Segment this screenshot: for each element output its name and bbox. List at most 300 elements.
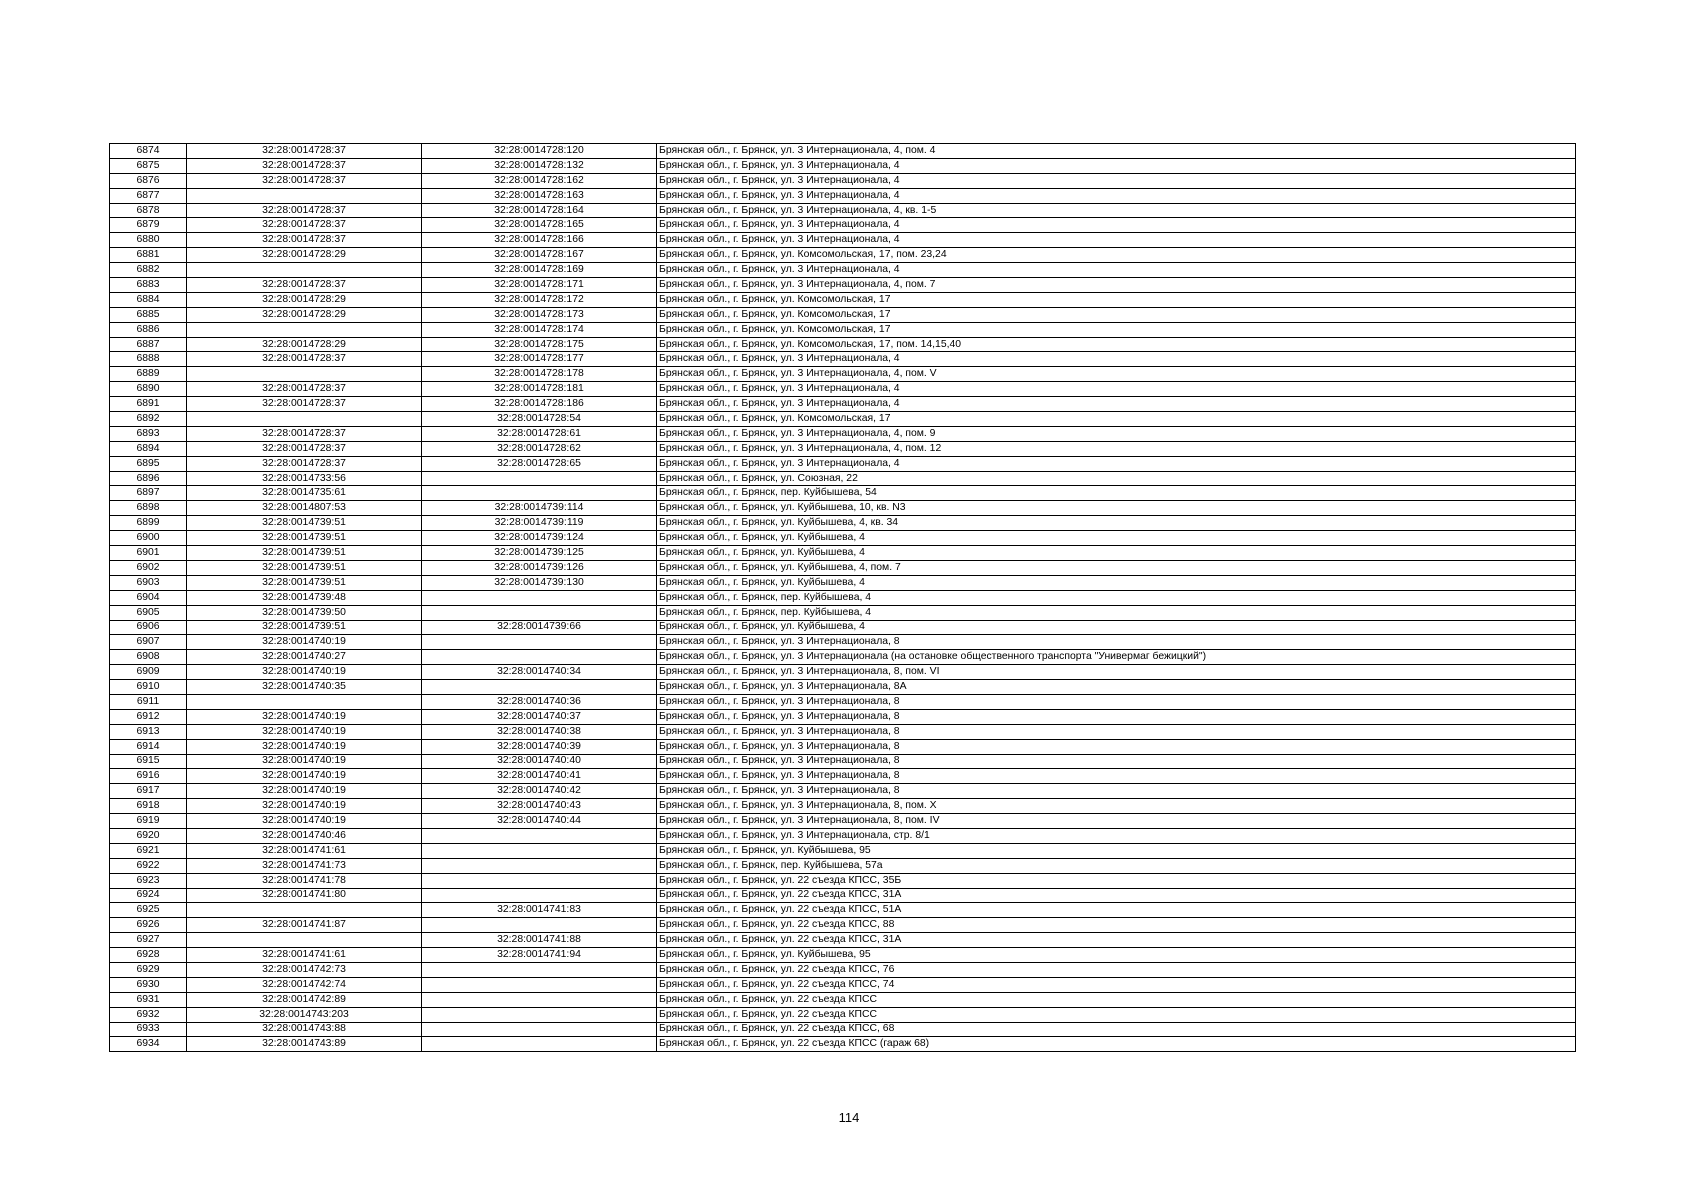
address-cell: Брянская обл., г. Брянск, ул. 3 Интернационала, 4 <box>657 233 1576 248</box>
address-cell: Брянская обл., г. Брянск, ул. 3 Интернационала, 8 <box>657 709 1576 724</box>
row-number-cell: 6905 <box>110 605 187 620</box>
address-cell: Брянская обл., г. Брянск, ул. 22 съезда КПСС, 76 <box>657 962 1576 977</box>
table-row <box>110 278 1576 293</box>
object-cadastral-number-cell: 32:28:0014740:41 <box>422 769 657 784</box>
object-cadastral-number-cell: 32:28:0014728:172 <box>422 292 657 307</box>
object-cadastral-number-cell: 32:28:0014728:163 <box>422 188 657 203</box>
object-cadastral-number-cell <box>422 873 657 888</box>
object-cadastral-number-cell <box>422 918 657 933</box>
object-cadastral-number-cell: 32:28:0014728:181 <box>422 382 657 397</box>
address-cell: Брянская обл., г. Брянск, ул. Куйбышева, 4 <box>657 575 1576 590</box>
row-number-cell: 6906 <box>110 620 187 635</box>
land-cadastral-number-cell: 32:28:0014741:73 <box>187 858 422 873</box>
table-row <box>110 858 1576 873</box>
row-number-cell: 6892 <box>110 412 187 427</box>
object-cadastral-number-cell: 32:28:0014739:66 <box>422 620 657 635</box>
object-cadastral-number-cell <box>422 486 657 501</box>
land-cadastral-number-cell: 32:28:0014740:19 <box>187 799 422 814</box>
land-cadastral-number-cell: 32:28:0014735:61 <box>187 486 422 501</box>
table-row <box>110 918 1576 933</box>
address-cell: Брянская обл., г. Брянск, ул. 3 Интернационала, 4, пом. V <box>657 367 1576 382</box>
table-row <box>110 426 1576 441</box>
row-number-cell: 6931 <box>110 992 187 1007</box>
land-cadastral-number-cell: 32:28:0014728:37 <box>187 144 422 159</box>
table-row <box>110 1007 1576 1022</box>
object-cadastral-number-cell: 32:28:0014728:175 <box>422 337 657 352</box>
table-row <box>110 546 1576 561</box>
table-row <box>110 322 1576 337</box>
table-row <box>110 188 1576 203</box>
land-cadastral-number-cell: 32:28:0014740:19 <box>187 665 422 680</box>
row-number-cell: 6927 <box>110 933 187 948</box>
row-number-cell: 6895 <box>110 456 187 471</box>
land-cadastral-number-cell: 32:28:0014740:19 <box>187 769 422 784</box>
land-cadastral-number-cell: 32:28:0014740:27 <box>187 650 422 665</box>
object-cadastral-number-cell <box>422 977 657 992</box>
row-number-cell: 6884 <box>110 292 187 307</box>
address-cell: Брянская обл., г. Брянск, ул. 3 Интернационала, 8 <box>657 769 1576 784</box>
row-number-cell: 6908 <box>110 650 187 665</box>
row-number-cell: 6888 <box>110 352 187 367</box>
object-cadastral-number-cell: 32:28:0014728:169 <box>422 263 657 278</box>
address-cell: Брянская обл., г. Брянск, ул. Комсомольская, 17 <box>657 322 1576 337</box>
address-cell: Брянская обл., г. Брянск, ул. 3 Интернационала, 4, кв. 1-5 <box>657 203 1576 218</box>
object-cadastral-number-cell: 32:28:0014739:126 <box>422 560 657 575</box>
address-cell: Брянская обл., г. Брянск, ул. Куйбышева, 95 <box>657 948 1576 963</box>
table-row <box>110 680 1576 695</box>
row-number-cell: 6875 <box>110 158 187 173</box>
land-cadastral-number-cell: 32:28:0014728:37 <box>187 382 422 397</box>
row-number-cell: 6902 <box>110 560 187 575</box>
land-cadastral-number-cell: 32:28:0014741:80 <box>187 888 422 903</box>
row-number-cell: 6926 <box>110 918 187 933</box>
object-cadastral-number-cell <box>422 888 657 903</box>
object-cadastral-number-cell <box>422 992 657 1007</box>
address-cell: Брянская обл., г. Брянск, ул. 3 Интернационала, 4, пом. 4 <box>657 144 1576 159</box>
row-number-cell: 6887 <box>110 337 187 352</box>
address-cell: Брянская обл., г. Брянск, ул. Комсомольская, 17 <box>657 292 1576 307</box>
address-cell: Брянская обл., г. Брянск, ул. 3 Интернационала, 4, пом. 7 <box>657 278 1576 293</box>
land-cadastral-number-cell: 32:28:0014728:37 <box>187 203 422 218</box>
object-cadastral-number-cell: 32:28:0014728:65 <box>422 456 657 471</box>
land-cadastral-number-cell: 32:28:0014740:35 <box>187 680 422 695</box>
land-cadastral-number-cell: 32:28:0014728:37 <box>187 456 422 471</box>
table-row <box>110 471 1576 486</box>
address-cell: Брянская обл., г. Брянск, ул. 3 Интернационала, 8, пом. IV <box>657 814 1576 829</box>
address-cell: Брянская обл., г. Брянск, пер. Куйбышева, 4 <box>657 590 1576 605</box>
land-cadastral-number-cell: 32:28:0014740:46 <box>187 828 422 843</box>
object-cadastral-number-cell <box>422 605 657 620</box>
object-cadastral-number-cell: 32:28:0014728:166 <box>422 233 657 248</box>
land-cadastral-number-cell: 32:28:0014740:19 <box>187 635 422 650</box>
land-cadastral-number-cell: 32:28:0014741:78 <box>187 873 422 888</box>
table-row <box>110 739 1576 754</box>
object-cadastral-number-cell <box>422 1022 657 1037</box>
row-number-cell: 6900 <box>110 531 187 546</box>
table-row <box>110 784 1576 799</box>
object-cadastral-number-cell: 32:28:0014741:83 <box>422 903 657 918</box>
address-cell: Брянская обл., г. Брянск, ул. 3 Интернационала, 4 <box>657 218 1576 233</box>
object-cadastral-number-cell: 32:28:0014728:120 <box>422 144 657 159</box>
row-number-cell: 6886 <box>110 322 187 337</box>
row-number-cell: 6933 <box>110 1022 187 1037</box>
land-cadastral-number-cell <box>187 263 422 278</box>
object-cadastral-number-cell: 32:28:0014740:40 <box>422 754 657 769</box>
address-cell: Брянская обл., г. Брянск, ул. 3 Интернационала, 4 <box>657 456 1576 471</box>
row-number-cell: 6913 <box>110 724 187 739</box>
row-number-cell: 6894 <box>110 441 187 456</box>
row-number-cell: 6924 <box>110 888 187 903</box>
address-cell: Брянская обл., г. Брянск, ул. 3 Интернационала, 4, пом. 12 <box>657 441 1576 456</box>
address-cell: Брянская обл., г. Брянск, ул. Куйбышева, 4 <box>657 546 1576 561</box>
table-row <box>110 382 1576 397</box>
table-row <box>110 397 1576 412</box>
row-number-cell: 6911 <box>110 694 187 709</box>
land-cadastral-number-cell: 32:28:0014743:88 <box>187 1022 422 1037</box>
land-cadastral-number-cell <box>187 412 422 427</box>
table-row <box>110 367 1576 382</box>
table-row <box>110 158 1576 173</box>
row-number-cell: 6891 <box>110 397 187 412</box>
address-cell: Брянская обл., г. Брянск, ул. Куйбышева, 95 <box>657 843 1576 858</box>
table-row <box>110 590 1576 605</box>
land-cadastral-number-cell <box>187 188 422 203</box>
address-cell: Брянская обл., г. Брянск, ул. 3 Интернационала, 4 <box>657 158 1576 173</box>
object-cadastral-number-cell <box>422 1037 657 1052</box>
row-number-cell: 6934 <box>110 1037 187 1052</box>
row-number-cell: 6874 <box>110 144 187 159</box>
land-cadastral-number-cell: 32:28:0014739:51 <box>187 516 422 531</box>
address-cell: Брянская обл., г. Брянск, ул. 22 съезда КПСС, 35Б <box>657 873 1576 888</box>
object-cadastral-number-cell: 32:28:0014728:167 <box>422 248 657 263</box>
land-cadastral-number-cell: 32:28:0014739:51 <box>187 575 422 590</box>
table-row <box>110 263 1576 278</box>
table-row <box>110 962 1576 977</box>
land-cadastral-number-cell <box>187 367 422 382</box>
land-cadastral-number-cell <box>187 694 422 709</box>
object-cadastral-number-cell: 32:28:0014728:174 <box>422 322 657 337</box>
table-row <box>110 605 1576 620</box>
table-row <box>110 441 1576 456</box>
address-cell: Брянская обл., г. Брянск, ул. 3 Интернационала, 8, пом. VI <box>657 665 1576 680</box>
land-cadastral-number-cell: 32:28:0014728:29 <box>187 248 422 263</box>
row-number-cell: 6930 <box>110 977 187 992</box>
address-cell: Брянская обл., г. Брянск, ул. 22 съезда КПСС, 51А <box>657 903 1576 918</box>
land-cadastral-number-cell: 32:28:0014742:89 <box>187 992 422 1007</box>
table-row <box>110 650 1576 665</box>
address-cell: Брянская обл., г. Брянск, ул. 22 съезда КПСС <box>657 992 1576 1007</box>
object-cadastral-number-cell: 32:28:0014728:171 <box>422 278 657 293</box>
object-cadastral-number-cell <box>422 471 657 486</box>
row-number-cell: 6909 <box>110 665 187 680</box>
table-row <box>110 233 1576 248</box>
row-number-cell: 6903 <box>110 575 187 590</box>
object-cadastral-number-cell: 32:28:0014740:38 <box>422 724 657 739</box>
address-cell: Брянская обл., г. Брянск, ул. Комсомольская, 17, пом. 23,24 <box>657 248 1576 263</box>
row-number-cell: 6883 <box>110 278 187 293</box>
row-number-cell: 6920 <box>110 828 187 843</box>
address-cell: Брянская обл., г. Брянск, ул. 22 съезда КПСС, 31А <box>657 888 1576 903</box>
land-cadastral-number-cell: 32:28:0014728:29 <box>187 307 422 322</box>
land-cadastral-number-cell: 32:28:0014740:19 <box>187 784 422 799</box>
land-cadastral-number-cell: 32:28:0014728:29 <box>187 337 422 352</box>
table-row <box>110 843 1576 858</box>
object-cadastral-number-cell: 32:28:0014740:42 <box>422 784 657 799</box>
row-number-cell: 6889 <box>110 367 187 382</box>
object-cadastral-number-cell: 32:28:0014728:186 <box>422 397 657 412</box>
address-cell: Брянская обл., г. Брянск, ул. 3 Интернационала, 4 <box>657 188 1576 203</box>
land-cadastral-number-cell: 32:28:0014739:51 <box>187 560 422 575</box>
address-cell: Брянская обл., г. Брянск, пер. Куйбышева, 4 <box>657 605 1576 620</box>
row-number-cell: 6907 <box>110 635 187 650</box>
land-cadastral-number-cell: 32:28:0014739:48 <box>187 590 422 605</box>
land-cadastral-number-cell: 32:28:0014740:19 <box>187 814 422 829</box>
land-cadastral-number-cell: 32:28:0014728:37 <box>187 397 422 412</box>
land-cadastral-number-cell: 32:28:0014728:29 <box>187 292 422 307</box>
table-row <box>110 218 1576 233</box>
table-row <box>110 635 1576 650</box>
object-cadastral-number-cell <box>422 1007 657 1022</box>
address-cell: Брянская обл., г. Брянск, ул. 3 Интернационала, 8 <box>657 754 1576 769</box>
table-row <box>110 1037 1576 1052</box>
row-number-cell: 6925 <box>110 903 187 918</box>
address-cell: Брянская обл., г. Брянск, ул. 3 Интернационала, 8, пом. X <box>657 799 1576 814</box>
page-number: 114 <box>838 1110 860 1125</box>
table-row <box>110 173 1576 188</box>
land-cadastral-number-cell: 32:28:0014739:50 <box>187 605 422 620</box>
table-row <box>110 754 1576 769</box>
table-row <box>110 412 1576 427</box>
row-number-cell: 6912 <box>110 709 187 724</box>
table-row <box>110 828 1576 843</box>
row-number-cell: 6921 <box>110 843 187 858</box>
address-cell: Брянская обл., г. Брянск, ул. 3 Интернационала, 4 <box>657 352 1576 367</box>
land-cadastral-number-cell: 32:28:0014728:37 <box>187 441 422 456</box>
table-row <box>110 516 1576 531</box>
land-cadastral-number-cell: 32:28:0014743:89 <box>187 1037 422 1052</box>
address-cell: Брянская обл., г. Брянск, ул. 3 Интернационала, 4 <box>657 263 1576 278</box>
land-cadastral-number-cell: 32:28:0014742:74 <box>187 977 422 992</box>
land-cadastral-number-cell <box>187 322 422 337</box>
address-cell: Брянская обл., г. Брянск, пер. Куйбышева, 54 <box>657 486 1576 501</box>
object-cadastral-number-cell <box>422 650 657 665</box>
table-row <box>110 307 1576 322</box>
table-row <box>110 248 1576 263</box>
land-cadastral-number-cell: 32:28:0014728:37 <box>187 278 422 293</box>
address-cell: Брянская обл., г. Брянск, ул. 3 Интернационала, 8 <box>657 784 1576 799</box>
land-cadastral-number-cell: 32:28:0014740:19 <box>187 724 422 739</box>
land-cadastral-number-cell: 32:28:0014743:203 <box>187 1007 422 1022</box>
land-cadastral-number-cell: 32:28:0014739:51 <box>187 620 422 635</box>
address-cell: Брянская обл., г. Брянск, ул. 3 Интернационала, 8 <box>657 635 1576 650</box>
land-cadastral-number-cell: 32:28:0014728:37 <box>187 173 422 188</box>
land-cadastral-number-cell: 32:28:0014740:19 <box>187 754 422 769</box>
address-cell: Брянская обл., г. Брянск, ул. 3 Интернационала (на остановке общественного транспорта "Универмаг бежицкий") <box>657 650 1576 665</box>
object-cadastral-number-cell: 32:28:0014728:178 <box>422 367 657 382</box>
land-cadastral-number-cell: 32:28:0014740:19 <box>187 709 422 724</box>
row-number-cell: 6897 <box>110 486 187 501</box>
address-cell: Брянская обл., г. Брянск, ул. Комсомольская, 17 <box>657 412 1576 427</box>
table-row <box>110 903 1576 918</box>
land-cadastral-number-cell: 32:28:0014728:37 <box>187 352 422 367</box>
address-cell: Брянская обл., г. Брянск, ул. Союзная, 22 <box>657 471 1576 486</box>
row-number-cell: 6919 <box>110 814 187 829</box>
land-cadastral-number-cell: 32:28:0014742:73 <box>187 962 422 977</box>
object-cadastral-number-cell: 32:28:0014740:43 <box>422 799 657 814</box>
address-cell: Брянская обл., г. Брянск, ул. Куйбышева, 4, кв. 34 <box>657 516 1576 531</box>
table-row <box>110 694 1576 709</box>
address-cell: Брянская обл., г. Брянск, ул. 3 Интернационала, 4, пом. 9 <box>657 426 1576 441</box>
object-cadastral-number-cell: 32:28:0014728:61 <box>422 426 657 441</box>
address-cell: Брянская обл., г. Брянск, ул. 3 Интернационала, 4 <box>657 173 1576 188</box>
land-cadastral-number-cell: 32:28:0014740:19 <box>187 739 422 754</box>
address-cell: Брянская обл., г. Брянск, ул. 22 съезда КПСС (гараж 68) <box>657 1037 1576 1052</box>
object-cadastral-number-cell: 32:28:0014728:177 <box>422 352 657 367</box>
address-cell: Брянская обл., г. Брянск, ул. 22 съезда КПСС, 31А <box>657 933 1576 948</box>
row-number-cell: 6910 <box>110 680 187 695</box>
object-cadastral-number-cell: 32:28:0014728:162 <box>422 173 657 188</box>
land-cadastral-number-cell: 32:28:0014728:37 <box>187 233 422 248</box>
table-row <box>110 352 1576 367</box>
address-cell: Брянская обл., г. Брянск, ул. 22 съезда КПСС, 88 <box>657 918 1576 933</box>
land-cadastral-number-cell: 32:28:0014728:37 <box>187 426 422 441</box>
row-number-cell: 6915 <box>110 754 187 769</box>
table-row <box>110 873 1576 888</box>
table-row <box>110 977 1576 992</box>
table-row <box>110 769 1576 784</box>
table-row <box>110 501 1576 516</box>
address-cell: Брянская обл., г. Брянск, пер. Куйбышева, 57а <box>657 858 1576 873</box>
land-cadastral-number-cell: 32:28:0014728:37 <box>187 218 422 233</box>
table-row <box>110 948 1576 963</box>
object-cadastral-number-cell: 32:28:0014728:165 <box>422 218 657 233</box>
row-number-cell: 6904 <box>110 590 187 605</box>
object-cadastral-number-cell: 32:28:0014728:164 <box>422 203 657 218</box>
table-row <box>110 292 1576 307</box>
address-cell: Брянская обл., г. Брянск, ул. 3 Интернационала, 4 <box>657 382 1576 397</box>
row-number-cell: 6922 <box>110 858 187 873</box>
land-cadastral-number-cell: 32:28:0014741:61 <box>187 948 422 963</box>
address-cell: Брянская обл., г. Брянск, ул. 3 Интернационала, стр. 8/1 <box>657 828 1576 843</box>
row-number-cell: 6878 <box>110 203 187 218</box>
row-number-cell: 6916 <box>110 769 187 784</box>
land-cadastral-number-cell: 32:28:0014741:87 <box>187 918 422 933</box>
address-cell: Брянская обл., г. Брянск, ул. 3 Интернационала, 8А <box>657 680 1576 695</box>
object-cadastral-number-cell <box>422 962 657 977</box>
table-row <box>110 992 1576 1007</box>
land-cadastral-number-cell: 32:28:0014739:51 <box>187 531 422 546</box>
object-cadastral-number-cell: 32:28:0014728:173 <box>422 307 657 322</box>
object-cadastral-number-cell: 32:28:0014740:34 <box>422 665 657 680</box>
table-row <box>110 1022 1576 1037</box>
land-cadastral-number-cell: 32:28:0014728:37 <box>187 158 422 173</box>
row-number-cell: 6918 <box>110 799 187 814</box>
address-cell: Брянская обл., г. Брянск, ул. Куйбышева, 4 <box>657 620 1576 635</box>
address-cell: Брянская обл., г. Брянск, ул. Куйбышева, 4, пом. 7 <box>657 560 1576 575</box>
row-number-cell: 6898 <box>110 501 187 516</box>
address-cell: Брянская обл., г. Брянск, ул. 22 съезда КПСС, 68 <box>657 1022 1576 1037</box>
land-cadastral-number-cell <box>187 933 422 948</box>
address-cell: Брянская обл., г. Брянск, ул. 22 съезда КПСС, 74 <box>657 977 1576 992</box>
row-number-cell: 6880 <box>110 233 187 248</box>
table-row <box>110 203 1576 218</box>
registry-table-body <box>110 144 1576 1052</box>
row-number-cell: 6917 <box>110 784 187 799</box>
table-row <box>110 814 1576 829</box>
table-row <box>110 456 1576 471</box>
row-number-cell: 6882 <box>110 263 187 278</box>
row-number-cell: 6932 <box>110 1007 187 1022</box>
address-cell: Брянская обл., г. Брянск, ул. Куйбышева, 10, кв. N3 <box>657 501 1576 516</box>
object-cadastral-number-cell <box>422 843 657 858</box>
row-number-cell: 6899 <box>110 516 187 531</box>
object-cadastral-number-cell: 32:28:0014741:88 <box>422 933 657 948</box>
object-cadastral-number-cell <box>422 828 657 843</box>
object-cadastral-number-cell: 32:28:0014739:119 <box>422 516 657 531</box>
land-cadastral-number-cell: 32:28:0014741:61 <box>187 843 422 858</box>
table-row <box>110 724 1576 739</box>
table-row <box>110 620 1576 635</box>
object-cadastral-number-cell: 32:28:0014728:132 <box>422 158 657 173</box>
row-number-cell: 6890 <box>110 382 187 397</box>
object-cadastral-number-cell <box>422 635 657 650</box>
object-cadastral-number-cell: 32:28:0014741:94 <box>422 948 657 963</box>
table-row <box>110 888 1576 903</box>
table-row <box>110 933 1576 948</box>
row-number-cell: 6901 <box>110 546 187 561</box>
object-cadastral-number-cell <box>422 680 657 695</box>
table-row <box>110 144 1576 159</box>
table-row <box>110 337 1576 352</box>
table-row <box>110 575 1576 590</box>
row-number-cell: 6923 <box>110 873 187 888</box>
row-number-cell: 6877 <box>110 188 187 203</box>
address-cell: Брянская обл., г. Брянск, ул. Комсомольская, 17, пом. 14,15,40 <box>657 337 1576 352</box>
object-cadastral-number-cell: 32:28:0014728:62 <box>422 441 657 456</box>
row-number-cell: 6928 <box>110 948 187 963</box>
address-cell: Брянская обл., г. Брянск, ул. 3 Интернационала, 4 <box>657 397 1576 412</box>
object-cadastral-number-cell: 32:28:0014740:37 <box>422 709 657 724</box>
object-cadastral-number-cell <box>422 590 657 605</box>
address-cell: Брянская обл., г. Брянск, ул. 22 съезда КПСС <box>657 1007 1576 1022</box>
land-cadastral-number-cell <box>187 903 422 918</box>
row-number-cell: 6893 <box>110 426 187 441</box>
object-cadastral-number-cell: 32:28:0014739:125 <box>422 546 657 561</box>
land-cadastral-number-cell: 32:28:0014739:51 <box>187 546 422 561</box>
object-cadastral-number-cell: 32:28:0014739:124 <box>422 531 657 546</box>
object-cadastral-number-cell: 32:28:0014740:39 <box>422 739 657 754</box>
object-cadastral-number-cell: 32:28:0014739:130 <box>422 575 657 590</box>
object-cadastral-number-cell: 32:28:0014740:36 <box>422 694 657 709</box>
address-cell: Брянская обл., г. Брянск, ул. Куйбышева, 4 <box>657 531 1576 546</box>
object-cadastral-number-cell: 32:28:0014739:114 <box>422 501 657 516</box>
registry-table <box>109 143 1576 1052</box>
land-cadastral-number-cell: 32:28:0014807:53 <box>187 501 422 516</box>
row-number-cell: 6879 <box>110 218 187 233</box>
address-cell: Брянская обл., г. Брянск, ул. Комсомольская, 17 <box>657 307 1576 322</box>
table-row <box>110 799 1576 814</box>
row-number-cell: 6929 <box>110 962 187 977</box>
row-number-cell: 6896 <box>110 471 187 486</box>
object-cadastral-number-cell: 32:28:0014728:54 <box>422 412 657 427</box>
table-row <box>110 486 1576 501</box>
row-number-cell: 6914 <box>110 739 187 754</box>
row-number-cell: 6881 <box>110 248 187 263</box>
address-cell: Брянская обл., г. Брянск, ул. 3 Интернационала, 8 <box>657 724 1576 739</box>
object-cadastral-number-cell <box>422 858 657 873</box>
table-row <box>110 709 1576 724</box>
row-number-cell: 6876 <box>110 173 187 188</box>
